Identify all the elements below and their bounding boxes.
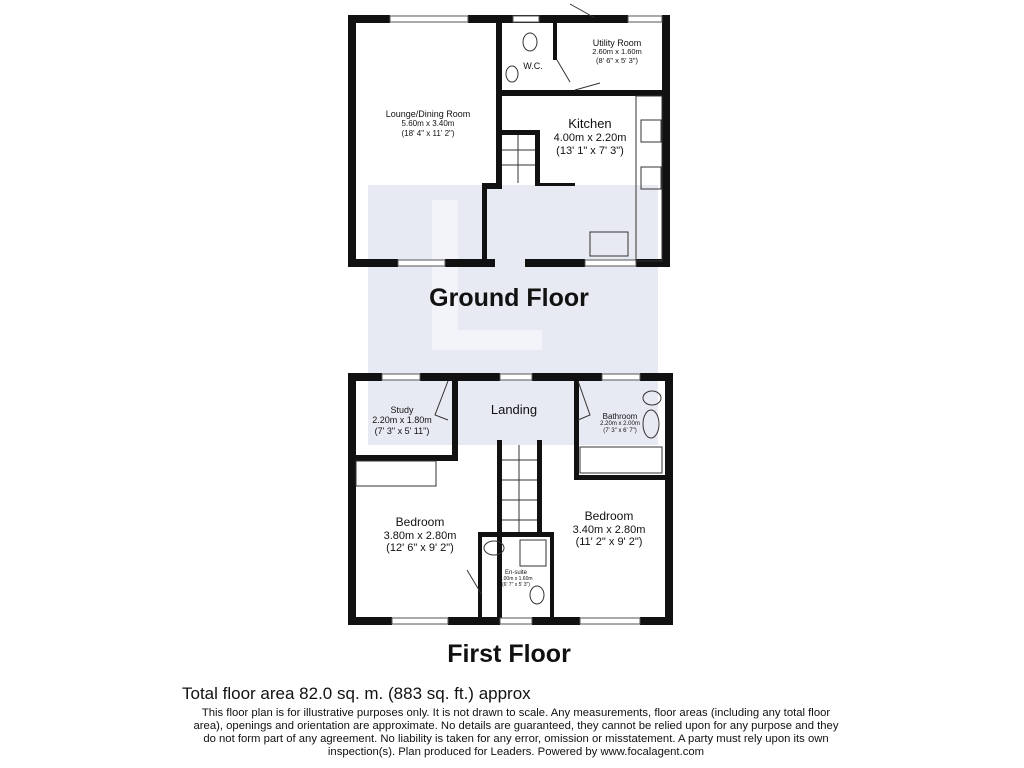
room-name: Bedroom [584, 509, 634, 523]
room-label-bedroom-left [384, 516, 457, 555]
room-imperial: (12' 6" x 9' 2") [386, 542, 454, 555]
room-label-bathroom [600, 412, 640, 435]
room-imperial: (7' 3" x 6' 7") [603, 428, 637, 435]
room-name: Bedroom [395, 515, 445, 529]
room-name: Kitchen [568, 116, 612, 131]
first-floor-title: First Floor [447, 640, 571, 668]
room-metric: 4.00m x 2.20m [553, 131, 627, 144]
room-metric: 3.80m x 2.80m [383, 529, 457, 542]
room-imperial: (8' 6" x 5' 3") [596, 55, 638, 65]
room-label-kitchen [554, 117, 627, 157]
room-imperial: (6' 7" x 5' 3") [502, 581, 530, 588]
room-name: Bathroom [602, 412, 638, 421]
room-label-bedroom-right [573, 510, 646, 549]
room-name: Lounge/Dining Room [385, 109, 471, 119]
room-imperial: (7' 3" x 5' 11") [374, 425, 430, 436]
room-name: W.C. [523, 61, 543, 71]
room-metric: 3.40m x 2.80m [572, 523, 646, 536]
ground-floor-title: Ground Floor [429, 284, 589, 312]
room-label-wc [523, 61, 543, 71]
room-name: Study [390, 405, 414, 415]
room-label-ensuite [499, 570, 532, 588]
room-label-study [372, 405, 432, 436]
room-imperial: (13' 1" x 7' 3") [556, 144, 624, 157]
room-metric: 2.20m x 1.80m [372, 415, 432, 426]
room-name: En-suite [504, 570, 528, 576]
room-label-landing [491, 403, 537, 418]
room-imperial: (11' 2" x 9' 2") [575, 536, 643, 549]
room-metric: 2.20m x 2.00m [600, 421, 640, 428]
room-metric: 2.00m x 1.60m [499, 575, 533, 582]
room-label-lounge [386, 109, 471, 138]
room-imperial: (18' 4" x 11' 2") [401, 128, 455, 138]
total-floor-area: Total floor area 82.0 sq. m. (883 sq. ft.) approx [182, 684, 531, 703]
room-name: Landing [490, 402, 538, 417]
disclaimer-text: This floor plan is for illustrative purposes only. It is not drawn to scale. Any measurements, floor areas (including any total floor area), openings and orientation are approximate. No details are guaranteed, they cannot be relied upon for any purpose and they do not form part of any agreement. No liability is taken for any error, omission or misstatement. A party must rely upon its own inspection(s). Plan produced for Leaders. Powered by www.focalagent.com [193, 707, 839, 758]
room-metric: 2.60m x 1.60m [592, 47, 642, 57]
room-metric: 5.60m x 3.40m [401, 119, 455, 129]
room-name: Utility Room [592, 38, 642, 48]
room-label-utility [592, 38, 642, 66]
